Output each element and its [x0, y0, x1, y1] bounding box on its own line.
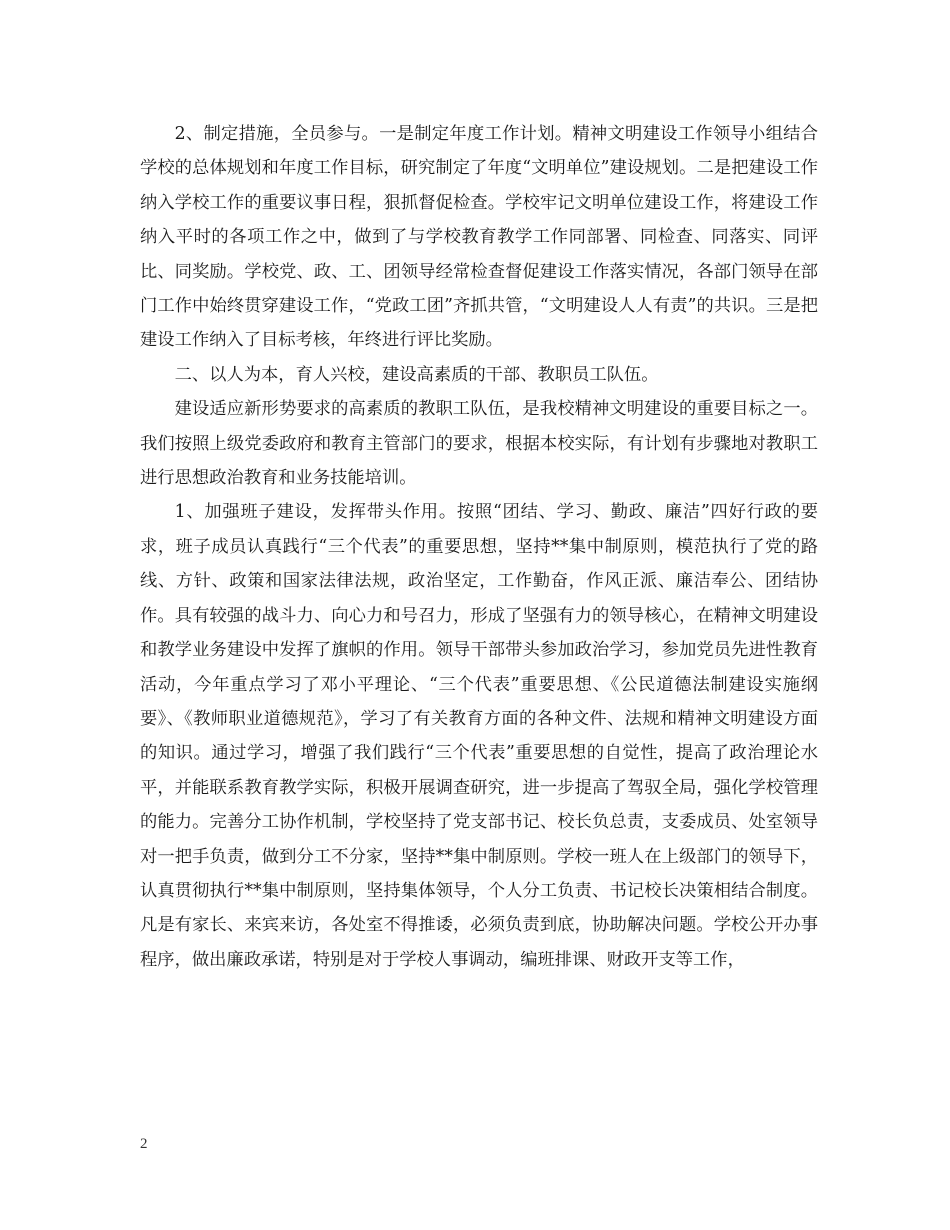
paragraph-staff-team: 建设适应新形势要求的高素质的教职工队伍，是我校精神文明建设的重要目标之一。我们按照上级党委政府和教育主管部门的要求，根据本校实际，有计划有步骤地对教职工进行思想政治教育和业务技能培训。	[140, 399, 818, 489]
document-body	[140, 117, 818, 977]
page-number: 2	[140, 1136, 148, 1152]
paragraph-leadership-building: 1、加强班子建设，发挥带头作用。按照“团结、学习、勤政、廉洁”四好行政的要求，班子成员认真践行“三个代表”的重要思想，坚持**集中制原则，模范执行了党的路线、方针、政策和国家法律法规，政治坚定，工作勤奋，作风正派、廉洁奉公、团结协作。具有较强的战斗力、向心力和号召力，形成了坚强有力的领导核心，在精神文明建设和教学业务建设中发挥了旗帜的作用。领导干部带头参加政治学习，参加党员先进性教育活动，今年重点学习了邓小平理论、“三个代表”重要思想、《公民道德法制建设实施纲要》、《教师职业道德规范》，学习了有关教育方面的各种文件、法规和精神文明建设方面的知识。通过学习，增强了我们践行“三个代表”重要思想的自觉性，提高了政治理论水平，并能联系教育教学实际，积极开展调查研究，进一步提高了驾驭全局，强化学校管理的能力。完善分工协作机制，学校坚持了党支部书记、校长负总责，支委成员、处室领导对一把手负责，做到分工不分家，坚持**集中制原则。学校一班人在上级部门的领导下，认真贯彻执行**集中制原则，坚持集体领导，个人分工负责、书记校长决策相结合制度。凡是有家长、来宾来访，各处室不得推诿，必须负责到底，协助解决问题。学校公开办事程序，做出廉政承诺，特别是对于学校人事调动，编班排课、财政开支等工作，	[140, 502, 818, 970]
section-heading-people-oriented: 二、以人为本，育人兴校，建设高素质的干部、教职员工队伍。	[174, 364, 659, 385]
paragraph-measures: 2、制定措施，全员参与。一是制定年度工作计划。精神文明建设工作领导小组结合学校的总体规划和年度工作目标，研究制定了年度“文明单位”建设规划。二是把建设工作纳入学校工作的重要议事日程，狠抓督促检查。学校牢记文明单位建设工作，将建设工作纳入平时的各项工作之中，做到了与学校教育教学工作同部署、同检查、同落实、同评比、同奖励。学校党、政、工、团领导经常检查督促建设工作落实情况，各部门领导在部门工作中始终贯穿建设工作，“党政工团”齐抓共管，“文明建设人人有责”的共识。三是把建设工作纳入了目标考核，年终进行评比奖励。	[140, 124, 818, 351]
